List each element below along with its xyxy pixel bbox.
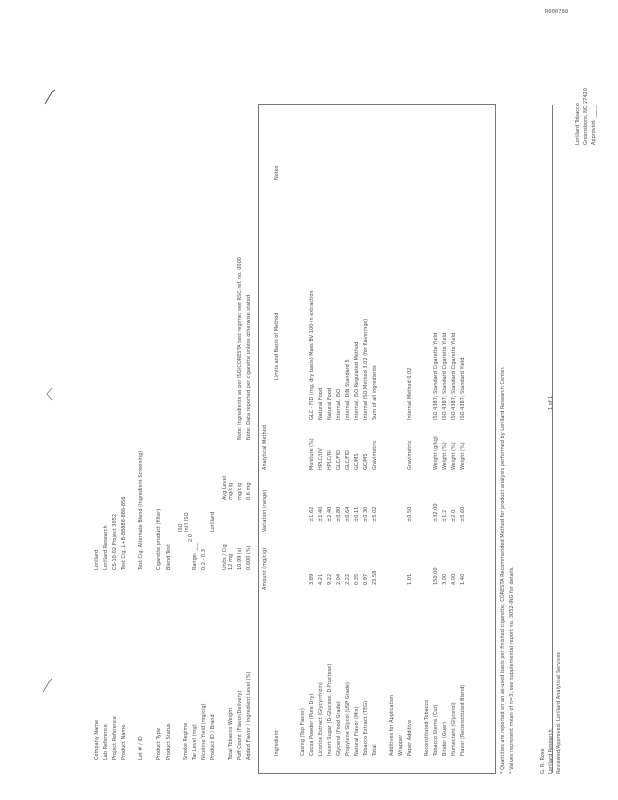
col-value-2: mg/cig — [228, 482, 234, 500]
r7-c2: ±0.30 — [363, 506, 369, 522]
r2-c1: 4.21 — [318, 573, 324, 585]
r2-c3: HPLC/UV — [318, 448, 324, 470]
footer-left-1: Lorillard Research — [548, 729, 554, 774]
r3-c0: Invert Sugar (D-Glucose, D-Fructose) — [327, 663, 333, 756]
r7-c3: GC/MS — [363, 453, 369, 470]
r1-c4: GLC - FID (mg, dry basis) Mass BV 100-in extraction — [309, 290, 315, 420]
header-label-2: Project Reference — [112, 716, 118, 760]
header-value-2: CS-10-02 Project 3052 — [112, 513, 118, 570]
g3r4-c2: ±0.60 — [460, 506, 466, 522]
g3r1-c3: Weight (g/kg) — [433, 436, 439, 470]
header-value-1: Lorillard Research — [103, 525, 109, 570]
lot-value: Test Cig. Alternate Blend (Ingredient Screening) — [138, 450, 144, 570]
th-ingredient: Ingredient — [274, 730, 280, 756]
g3r3-c3: Weight (%) — [451, 442, 457, 470]
col-label-1: Units / Cig — [222, 544, 228, 570]
r6-c1: 0.35 — [354, 573, 360, 585]
col-value-1: 12 mg — [228, 554, 234, 570]
flavor-level-value: 0.000 (%) — [246, 545, 252, 570]
product-type-value: Cigarette product (filter) — [156, 508, 162, 570]
tar-level-value: 2.0 — [188, 534, 194, 542]
g3r2-c0: Binder (Guar) — [442, 722, 448, 756]
puff-count-value: 10.99 (s) — [237, 547, 243, 570]
r3-c3: HPLC/RI — [327, 450, 333, 470]
footer-right-1: Greensboro, NC 27420 — [583, 88, 589, 145]
r6-c2: ±0.11 — [354, 506, 360, 522]
product-type-label: Product Type — [156, 727, 162, 760]
r5-c0: Propylene Glycol (USP Grade) — [345, 682, 351, 756]
table-footnote-2: * Values represent mean of n=3; see supplemental report no. 3052-ING for details. — [509, 566, 515, 774]
footer-right-0: Lorillard Tobacco — [575, 103, 581, 145]
r3-c4: Natural Food — [327, 387, 333, 420]
group-additives-label: Additives for Application — [389, 694, 395, 756]
table-header-divider — [552, 105, 553, 773]
th-notes: Notes — [274, 165, 280, 180]
r1-c2: ±1.62 — [309, 506, 315, 522]
footer-left-2: Reviewed/Approved: Lorillard Analytical Services — [556, 651, 562, 774]
footer-center: 1 of 1 — [548, 395, 554, 410]
r4-c1: 2.04 — [336, 573, 342, 585]
wrapper-c0: Paper Additive — [407, 719, 413, 756]
header-label-3: Product Name — [121, 724, 127, 760]
tobacco-weight-label: Total Tobacco Weight — [228, 707, 234, 760]
col-label-2: Avg Level — [222, 475, 228, 500]
r4-c2: ±0.80 — [336, 506, 342, 522]
product-status-label: Product Status — [166, 723, 172, 760]
smoke-regime-label: Smoke Regime — [183, 722, 189, 760]
r4-c3: GLC/FID — [336, 449, 342, 470]
g3r4-c4: ISO 4387; Standard Yield — [460, 357, 466, 420]
source-note: Note: Ingredients as per ISO/CORESTA test regime; see RSC ref. no. 0000 — [237, 257, 243, 440]
r2-c4: Natural Food — [318, 387, 324, 420]
g3r3-c4: ISO 4387; Standard Cigarette Yield — [451, 332, 457, 420]
g3r1-c1: 150.00 — [433, 567, 439, 585]
th-amount: Amount (mg/cig) — [262, 547, 268, 590]
tar-level-label: Tar Level (mg) — [192, 724, 198, 760]
r8-c2: ±5.02 — [372, 506, 378, 522]
g3r2-c4: ISO 4387; Standard Cigarette Yield — [442, 332, 448, 420]
g3r3-c2: ±2.0 — [451, 509, 457, 522]
g3r4-c1: 1.40 — [460, 573, 466, 585]
header-value-0: Lorillard — [94, 549, 100, 570]
group-wrapper-sub: Wrapper — [398, 734, 404, 756]
r1-c1: 3.89 — [309, 573, 315, 585]
r5-c3: GLC/FID — [345, 449, 351, 470]
product-id-value: Lorillard — [210, 511, 216, 532]
th-variation: Variation (range) — [262, 489, 268, 532]
header-label-0: Company Name — [94, 719, 100, 760]
g3r1-c2: ±32.00 — [433, 503, 439, 522]
wrapper-c4: Internal Method 0.02 — [407, 367, 413, 420]
footer-left-0: G. R. Rose — [540, 748, 546, 774]
r7-c4: Internal ISO Method 3.02 (for flavorings) — [363, 318, 369, 420]
g3r3-c0: Humectant (Glycerol) — [451, 702, 457, 756]
header-value-3: Test Cig. L+B-88888-886-856 — [121, 496, 127, 570]
g3r2-c3: Weight (%) — [442, 442, 448, 470]
r8-c0: Total — [372, 744, 378, 756]
tobacco-weight-value: 0.6 mg — [246, 482, 252, 500]
r1-c3: Moisture (%) — [309, 438, 315, 470]
r3-c1: 9.22 — [327, 573, 333, 585]
footer-right-2: Approved: _____ — [591, 105, 597, 145]
source-note-2: Note: Data reported per cigarette unless otherwise stated — [246, 294, 252, 440]
g3r2-c1: 3.00 — [442, 573, 448, 585]
nicotine-label: Nicotine Yield (mg/cig) — [201, 703, 207, 760]
puff-count-label: Puff Count (Flavor/Delivery) — [237, 690, 243, 760]
product-status-value: Blend Test — [166, 544, 172, 570]
g3r4-c3: Weight (%) — [460, 442, 466, 470]
r5-c1: 2.22 — [345, 573, 351, 585]
g3r1-c0: Tobacco Stems (Cut) — [433, 704, 439, 756]
th-method: Analytical Method — [262, 425, 268, 470]
r8-c4: Sum of all ingredients — [372, 365, 378, 420]
r1-c0: Cocoa Powder (Pure Dry) — [309, 693, 315, 756]
r6-c0: Natural Flavor (Mix) — [354, 706, 360, 756]
r6-c3: GC/MS — [354, 453, 360, 470]
flavor-level-label: Added Flavor / Ingredient Level (%) — [246, 671, 252, 760]
r8-c3: Gravimetric — [372, 440, 378, 470]
r4-c4: Internal, ISO — [336, 388, 342, 420]
nicotine-value: 0.2 - 0.3 — [201, 549, 207, 570]
wrapper-c2: ±0.50 — [407, 506, 413, 522]
r7-c1: 0.97 — [363, 573, 369, 585]
r5-c2: ±0.64 — [345, 506, 351, 522]
product-id-label: Product ID / Brand — [210, 714, 216, 760]
g3r1-c4: ISO 4387; Standard Cigarette Yield — [433, 332, 439, 420]
r2-c0: Licorice Extract (Glycyrrhizin) — [318, 682, 324, 756]
g3r2-c2: ±1.2 — [442, 509, 448, 522]
r6-c4: Internal, ISO Regulated Method — [354, 341, 360, 420]
g3r4-c0: Flavor (Reconstituted Blend) — [460, 684, 466, 756]
header-label-1: Lab Reference — [103, 724, 109, 760]
smoke-sub-2: Int'l ISO — [184, 512, 190, 532]
wrapper-c1: 1.01 — [407, 573, 413, 585]
th-limits: Limits and Basis of Method — [274, 312, 280, 380]
r7-c0: Tobacco Extract (TEG) — [363, 700, 369, 756]
r3-c2: ±2.40 — [327, 506, 333, 522]
ingredients-table — [258, 104, 496, 774]
wrapper-c3: Gravimetric — [407, 440, 413, 470]
g3r3-c1: 4.00 — [451, 573, 457, 585]
r5-c4: Internal, DIN Standard 5 — [345, 359, 351, 420]
page-number: R000788 — [545, 9, 569, 15]
group-casing-label: Casing (Top Flavor) — [300, 708, 306, 756]
tobacco-weight-unit: mg/cig — [237, 482, 243, 500]
group-recon-label: Reconstituted Tobacco — [424, 699, 430, 756]
r2-c2: ±1.40 — [318, 506, 324, 522]
r8-c1: 23.58 — [372, 570, 378, 585]
r4-c0: Glycerol (Food Grade) — [336, 701, 342, 756]
smoke-sub-1: ISO — [178, 523, 184, 532]
tar-level-range: Range: ___ — [192, 543, 198, 570]
lot-label: Lot # / ID — [138, 736, 144, 760]
table-footnote: * Quantities are reported on an as-used basis per finished cigarette; CORESTA Recommended Method for product analysis performed by Lorillard Research Center. — [500, 366, 506, 774]
